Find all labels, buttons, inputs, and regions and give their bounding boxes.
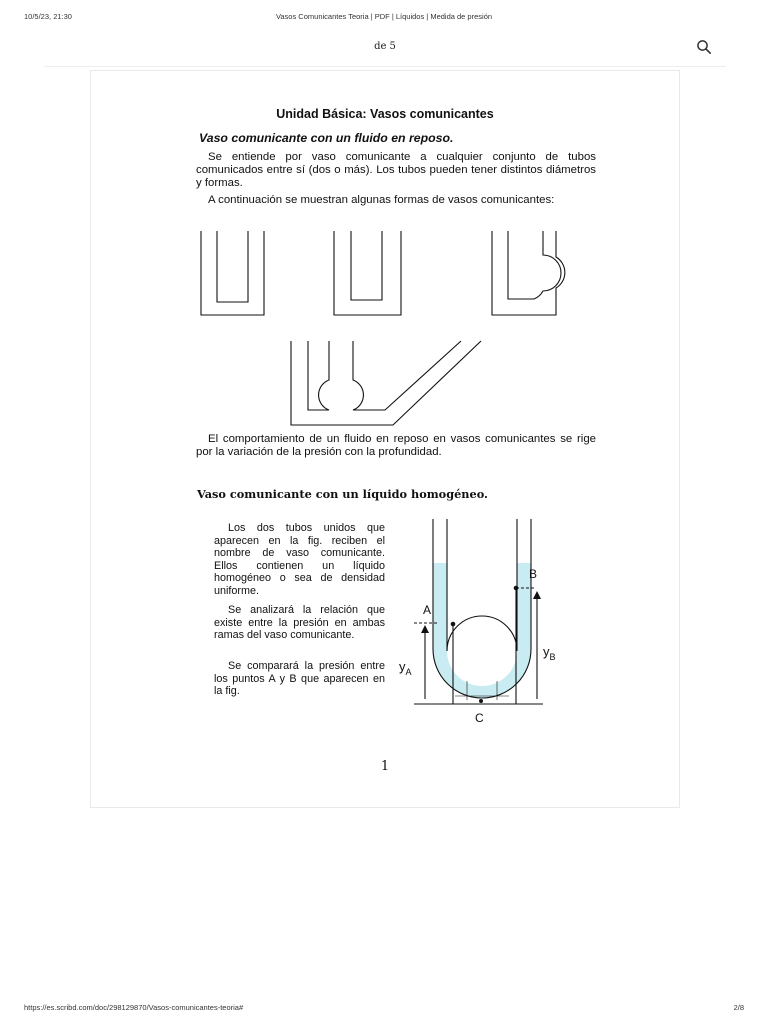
label-height-a: $y_A$ (399, 659, 412, 677)
print-datetime: 10/5/23, 21:30 (24, 12, 72, 21)
paragraph-definition: Se entiende por vaso comunicante a cualquier conjunto de tubos comunicados entre sí (dos o más). Los tubos pueden tener distintos diámetros y formas. (196, 151, 596, 189)
section-heading-fluido-reposo: Vaso comunicante con un fluido en reposo. (199, 131, 454, 145)
paragraph-behaviour: El comportamiento de un fluido en reposo en vasos comunicantes se rige por la variación de la presión con la profundidad. (196, 433, 596, 458)
paragraph-compare-points: Se comparará la presión entre los puntos A y B que aparecen en la fig. (214, 660, 385, 697)
print-title: Vasos Comunicantes Teoria | PDF | Líquidos | Medida de presión (275, 12, 493, 21)
document-toolbar (44, 36, 726, 67)
document-page (90, 70, 680, 808)
vessel-shapes-row (196, 229, 576, 319)
paragraph-pressure-analysis: Se analizará la relación que existe entre la presión en ambas ramas del vaso comunicante. (214, 604, 385, 641)
u-tube-figure (387, 511, 577, 731)
paragraph-forms-intro: A continuación se muestran algunas formas de vasos comunicantes: (208, 194, 555, 206)
print-footer (0, 1003, 768, 1017)
label-height-b: $y_B$ (543, 644, 556, 662)
label-point-b: B (529, 567, 538, 581)
print-page-indicator: 2/8 (733, 1003, 744, 1012)
label-point-c: C (475, 711, 484, 725)
page-count: de 5 (374, 41, 396, 52)
section-heading-liquido-homogeneo: Vaso comunicante con un líquido homogéneo. (197, 487, 488, 501)
print-url: https://es.scribd.com/doc/298129870/Vasos-comunicantes-teoria# (24, 1003, 244, 1012)
document-title: Unidad Básica: Vasos comunicantes (276, 107, 494, 121)
print-header (0, 12, 768, 26)
page-number: 1 (380, 759, 390, 774)
paragraph-tubes-description: Los dos tubos unidos que aparecen en la fig. reciben el nombre de vaso comunicante. Ellos contienen un líquido homogéneo o sea de densidad uniforme. (214, 522, 385, 597)
vessel-shape-slanted (287, 339, 487, 429)
label-point-a: A (423, 603, 432, 617)
search-icon[interactable] (696, 39, 712, 55)
